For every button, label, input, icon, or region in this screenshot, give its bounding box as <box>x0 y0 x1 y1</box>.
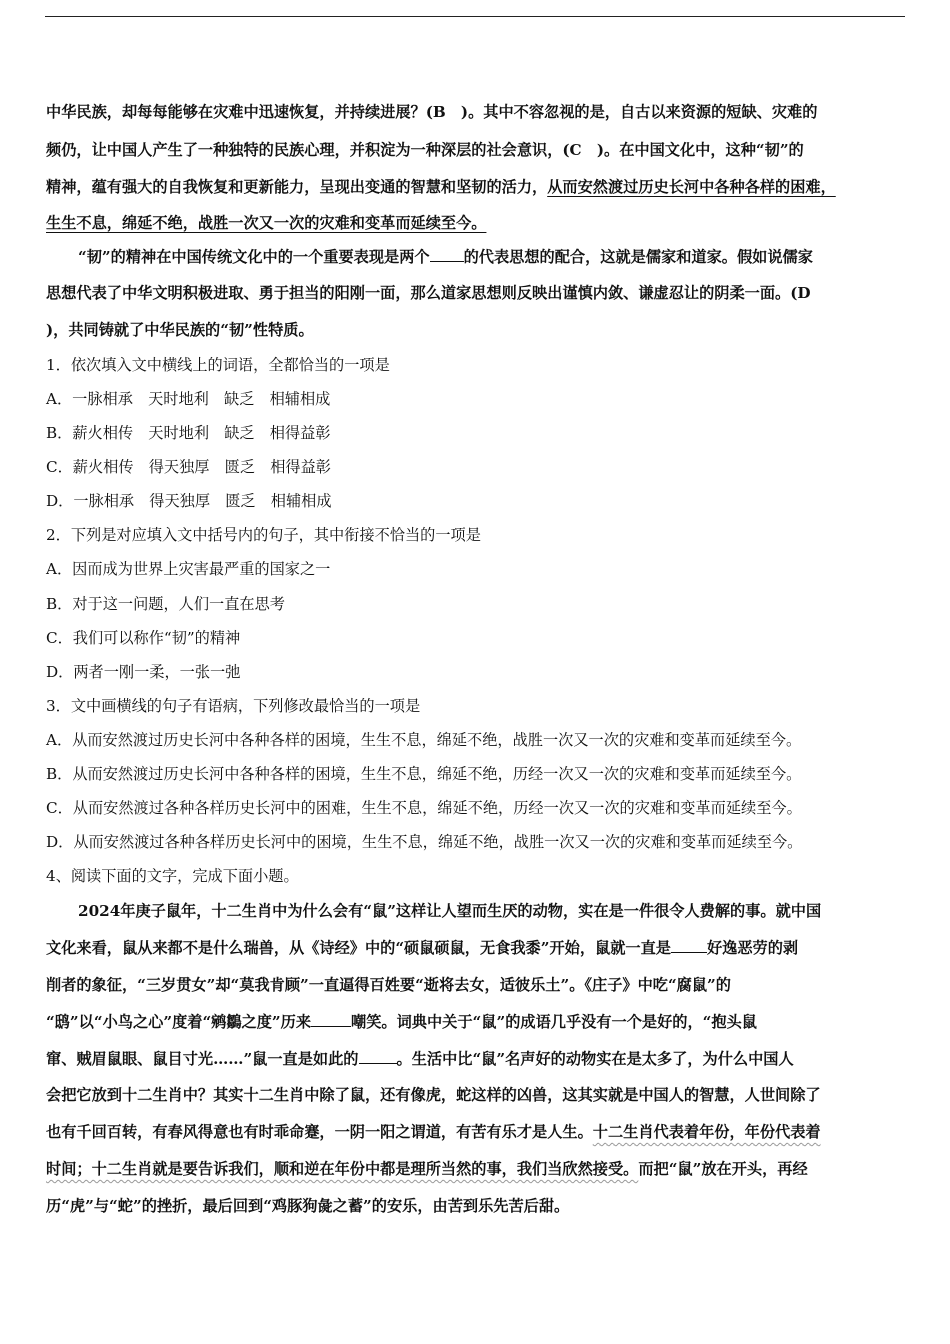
option-d: D．两者一刚一柔，一张一弛 <box>46 663 241 681</box>
option-a: A．从而安然渡过历史长河中各种各样的困境，生生不息，绵延不绝，战胜一次又一次的灾难和变革而延续至今。 <box>46 731 802 749</box>
underlined-sentence: 生生不息，绵延不绝，战胜一次又一次的灾难和变革而延续至今。 <box>46 214 487 232</box>
passage1-line: 频仍，让中国人产生了一种独特的民族心理，并积淀为一种深层的社会意识，(C )。在中国文化中，这种“韧”的 <box>46 141 804 159</box>
passage2-text: 而把“鼠”放在开头，再经 <box>638 1160 808 1178</box>
option-a: A．一脉相承 天时地利 缺乏 相辅相成 <box>46 390 331 408</box>
option-c: C．我们可以称作“韧”的精神 <box>46 629 241 647</box>
passage1-text: 精神，蕴有强大的自我恢复和更新能力，呈现出变通的智慧和坚韧的活力， <box>46 178 548 196</box>
passage2-text: 好逸恶劳的剥 <box>706 939 799 957</box>
passage2-text: 嘲笑。词典中关于“鼠”的成语几乎没有一个是好的，“抱头鼠 <box>351 1013 757 1031</box>
underlined-sentence: 从而安然渡过历史长河中各种各样的困难， <box>547 178 836 196</box>
passage2-line: 历“虎”与“蛇”的挫折，最后回到“鸡豚狗彘之蓄”的安乐，由苦到乐先苦后甜。 <box>46 1197 570 1215</box>
passage1-line <box>46 177 836 197</box>
passage2-text: 也有千回百转，有春风得意也有时乖命蹇，一阴一阳之谓道，有苦有乐才是人生。 <box>46 1123 593 1141</box>
option-b: B．从而安然渡过历史长河中各种各样的困境，生生不息，绵延不绝，历经一次又一次的灾难和变革而延续至今。 <box>46 765 802 783</box>
header-rule <box>45 16 905 17</box>
passage2-line <box>46 1012 757 1032</box>
wavy-underlined-text: 时间；十二生肖就是要告诉我们，顺和逆在年份中都是理所当然的事，我们当欣然接受。 <box>46 1160 639 1178</box>
question-stem: 1．依次填入文中横线上的词语，全都恰当的一项是 <box>46 356 390 374</box>
fill-blank <box>311 1012 351 1027</box>
passage2-text: 。生活中比“鼠”名声好的动物实在是太多了，为什么中国人 <box>396 1050 794 1068</box>
option-a: A．因而成为世界上灾害最严重的国家之一 <box>46 560 331 578</box>
passage1-text: 的代表思想的配合，这就是儒家和道家。假如说儒家 <box>463 248 813 266</box>
passage1-text: “韧”的精神在中国传统文化中的一个重要表现是两个 <box>78 248 430 266</box>
question-stem: 2．下列是对应填入文中括号内的句子，其中衔接不恰当的一项是 <box>46 526 481 544</box>
passage1-line: 思想代表了中华文明积极进取、勇于担当的阳刚一面，那么道家思想则反映出谨慎内敛、谦虚忍让的阴柔一面。(D <box>46 284 811 302</box>
passage2-line: 会把它放到十二生肖中？其实十二生肖中除了鼠，还有像虎，蛇这样的凶兽，这其实就是中国人的智慧，人世间除了 <box>46 1086 821 1104</box>
passage2-line <box>46 1122 821 1142</box>
passage2-text: 文化来看，鼠从来都不是什么瑞兽，从《诗经》中的“硕鼠硕鼠，无食我黍”开始，鼠就一直是 <box>46 939 671 957</box>
question-stem: 3．文中画横线的句子有语病，下列修改最恰当的一项是 <box>46 697 421 715</box>
passage2-line: 削者的象征，“三岁贯女”却“莫我肯顾”一直逼得百姓要“逝将去女，适彼乐土”。《庄子》中吃“腐鼠”的 <box>46 976 731 994</box>
passage2-text: 窜、贼眉鼠眼、鼠目寸光……”鼠一直是如此的 <box>46 1050 359 1068</box>
option-b: B．对于这一问题，人们一直在思考 <box>46 595 285 613</box>
passage1-line: 中华民族，却每每能够在灾难中迅速恢复，并持续进展？(B )。其中不容忽视的是，自古以来资源的短缺、灾难的 <box>46 103 818 121</box>
option-d: D．一脉相承 得天独厚 匮乏 相辅相成 <box>46 492 332 510</box>
passage2-line <box>46 938 798 958</box>
option-d: D．从而安然渡过各种各样历史长河中的困境，生生不息，绵延不绝，战胜一次又一次的灾难和变革而延续至今。 <box>46 833 803 851</box>
passage2-line: 2024年庚子鼠年，十二生肖中为什么会有“鼠”这样让人望而生厌的动物，实在是一件很令人费解的事。就中国 <box>78 902 822 920</box>
wavy-underlined-text: 十二生肖代表着年份，年份代表着 <box>592 1123 821 1141</box>
fill-blank <box>430 247 464 262</box>
option-b: B．薪火相传 天时地利 缺乏 相得益彰 <box>46 424 331 442</box>
passage1-line: )，共同铸就了中华民族的“韧”性特质。 <box>46 321 314 339</box>
fill-blank <box>359 1049 397 1064</box>
option-c: C．薪火相传 得天独厚 匮乏 相得益彰 <box>46 458 331 476</box>
question-stem: 4、阅读下面的文字，完成下面小题。 <box>46 867 299 885</box>
passage2-line <box>46 1159 808 1179</box>
passage1-line <box>46 247 813 267</box>
fill-blank <box>671 938 707 953</box>
passage2-line <box>46 1049 794 1069</box>
option-c: C．从而安然渡过各种各样历史长河中的困难，生生不息，绵延不绝，历经一次又一次的灾难和变革而延续至今。 <box>46 799 802 817</box>
passage2-text: “鸱”以“小鸟之心”度着“鹓鶵之度”历来 <box>46 1013 312 1031</box>
